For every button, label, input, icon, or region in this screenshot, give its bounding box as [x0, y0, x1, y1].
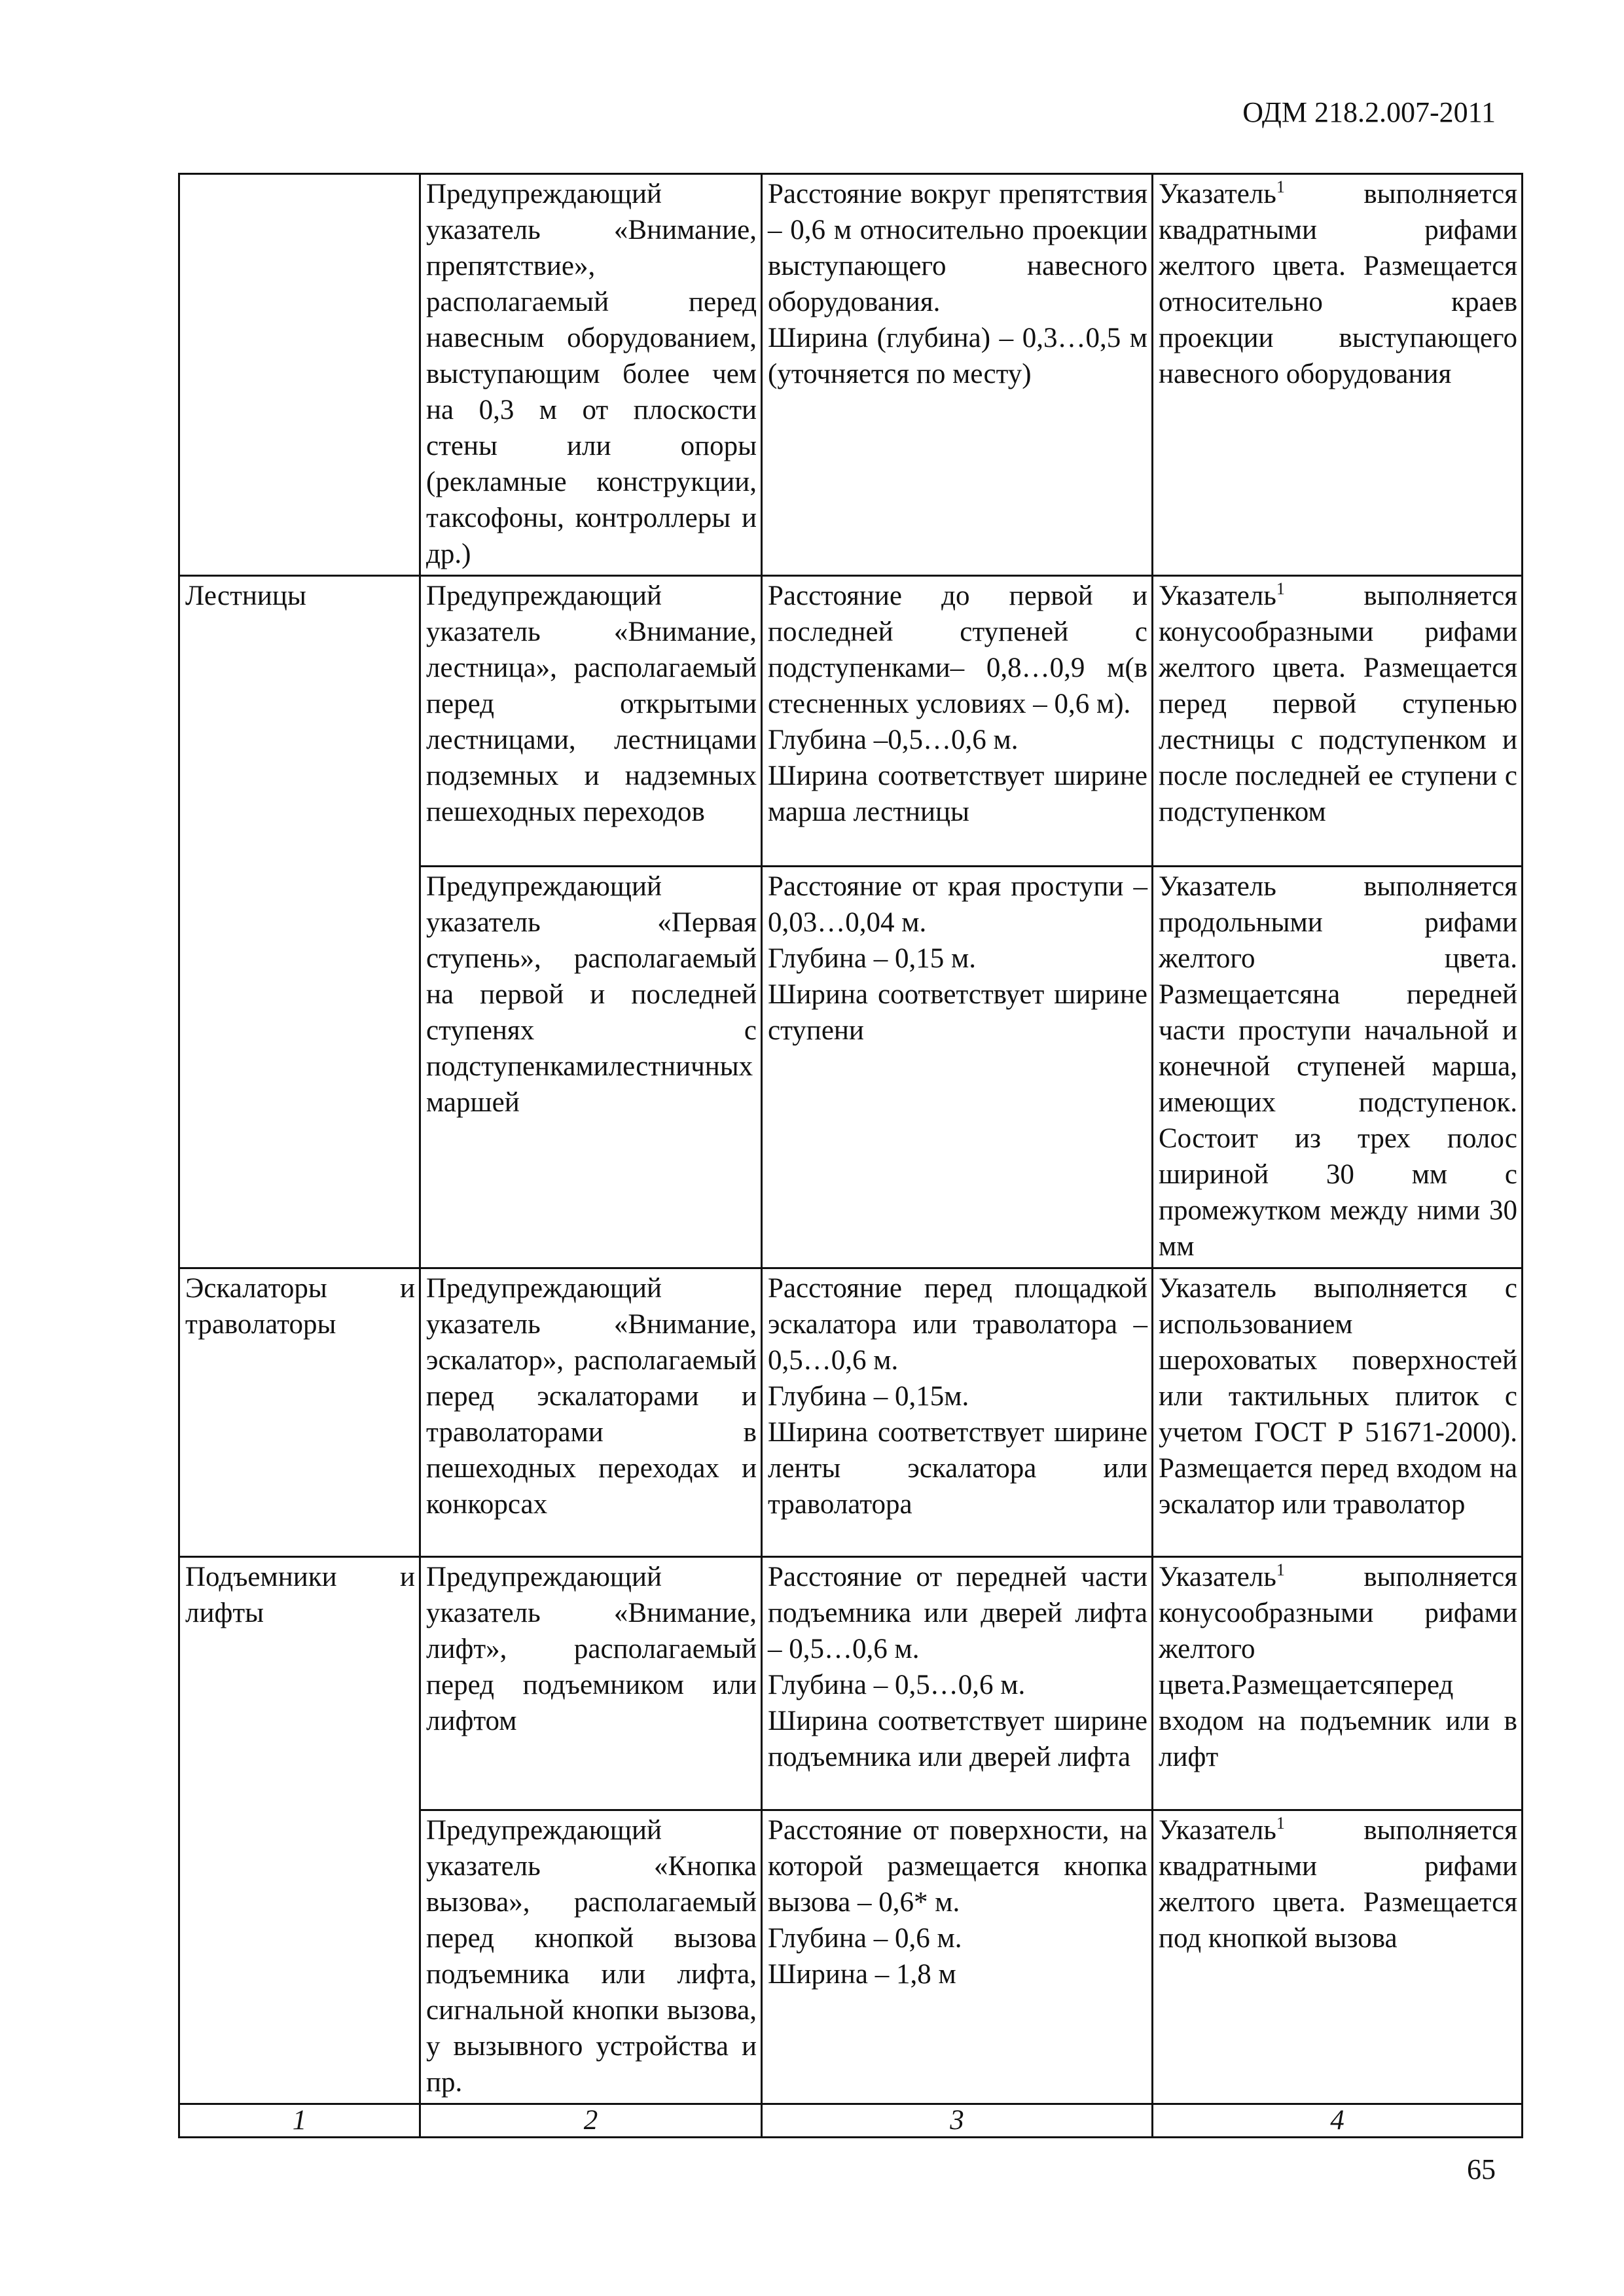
footnote-mark: 1	[1276, 177, 1285, 196]
object-cell: Подъемники и лифты	[179, 1557, 420, 2104]
param-line: Глубина – 0,5…0,6 м.	[768, 1670, 1026, 1700]
note-text: выполняется продольными рифами желтого цвета. Размещаетсяна передней части проступи начальной и конечной ступеней марша, имеющих подступенок. Состоит из трех полос шириной 30 мм с промежутком между ними 30 мм	[1159, 871, 1517, 1262]
column-number-row	[179, 2104, 1523, 2138]
params-cell	[762, 1268, 1153, 1557]
note-lead: Указатель	[1159, 871, 1276, 902]
note-cell	[1153, 174, 1523, 576]
param-line: Расстояние от края проступи – 0,03…0,04 м.	[768, 871, 1147, 938]
note-lead: Указатель	[1159, 581, 1276, 611]
param-line: Ширина соответствует ширине ступени	[768, 979, 1147, 1046]
note-lead: Указатель	[1159, 1273, 1276, 1304]
note-cell	[1153, 1557, 1523, 1810]
note-cell	[1153, 1268, 1523, 1557]
document-code: ОДМ 218.2.007-2011	[1242, 96, 1496, 128]
table-row	[179, 576, 1523, 867]
indicator-cell: Предупреждающий указатель «Кнопка вызова», располагаемый перед кнопкой вызова подъемника или лифта, сигнальной кнопки вызова, у вызывного устройства и пр.	[420, 1810, 762, 2104]
footnote-mark: 1	[1276, 579, 1285, 598]
note-text: выполняется конусообразными рифами желтого цвета.Размещаетсяперед входом на подъемник или в лифт	[1159, 1562, 1517, 1772]
note-lead: Указатель	[1159, 1562, 1276, 1592]
page-number: 65	[1467, 2153, 1496, 2185]
note-text: выполняется конусообразными рифами желтого цвета. Размещается перед первой ступенью лестницы с подступенком и после последней ее ступени с подступенком	[1159, 581, 1517, 827]
param-line: Расстояние от передней части подъемника или дверей лифта – 0,5…0,6 м.	[768, 1562, 1147, 1664]
indicator-cell: Предупреждающий указатель «Первая ступень», располагаемый на первой и последней ступенях с подступенкамилестничных маршей	[420, 867, 762, 1268]
param-line: Глубина – 0,15м.	[768, 1381, 969, 1412]
param-line: Расстояние до первой и последней ступеней с подступенками– 0,8…0,9 м(в стесненных условиях – 0,6 м).	[768, 581, 1147, 719]
footnote-mark: 1	[1276, 1814, 1285, 1833]
indicator-cell: Предупреждающий указатель «Внимание, эскалатор», располагаемый перед эскалаторами и траволаторами в пешеходных переходах и конкорсах	[420, 1268, 762, 1557]
note-text: выполняется квадратными рифами желтого цвета. Размещается под кнопкой вызова	[1159, 1815, 1517, 1954]
param-line: Расстояние от поверхности, на которой размещается кнопка вызова – 0,6* м.	[768, 1815, 1147, 1918]
param-line: Ширина соответствует ширине ленты эскалатора или траволатора	[768, 1417, 1147, 1520]
column-number: 3	[762, 2104, 1153, 2138]
note-cell	[1153, 867, 1523, 1268]
indicator-cell: Предупреждающий указатель «Внимание, препятствие», располагаемый перед навесным оборудованием, выступающим более чем на 0,3 м от плоскости стены или опоры (рекламные конструкции, таксофоны, контроллеры и др.)	[420, 174, 762, 576]
params-cell	[762, 1557, 1153, 1810]
param-line: Расстояние вокруг препятствия – 0,6 м относительно проекции выступающего навесного оборудования.	[768, 179, 1147, 317]
object-cell: Эскалаторы и траволаторы	[179, 1268, 420, 1557]
object-cell: Лестницы	[179, 576, 420, 1268]
note-lead: Указатель	[1159, 1815, 1276, 1846]
note-cell	[1153, 1810, 1523, 2104]
param-line: Ширина соответствует ширине марша лестницы	[768, 761, 1147, 827]
indicator-cell: Предупреждающий указатель «Внимание, лифт», располагаемый перед подъемником или лифтом	[420, 1557, 762, 1810]
indicator-cell: Предупреждающий указатель «Внимание, лестница», располагаемый перед открытыми лестницами, лестницами подземных и надземных пешеходных переходов	[420, 576, 762, 867]
column-number: 4	[1153, 2104, 1523, 2138]
column-number: 2	[420, 2104, 762, 2138]
params-cell	[762, 867, 1153, 1268]
params-cell	[762, 1810, 1153, 2104]
param-line: Глубина – 0,15 м.	[768, 943, 976, 974]
param-line: Глубина – 0,6 м.	[768, 1923, 962, 1954]
param-line: Расстояние перед площадкой эскалатора или траволатора – 0,5…0,6 м.	[768, 1273, 1147, 1376]
object-cell	[179, 174, 420, 576]
param-line: Ширина – 1,8 м	[768, 1959, 956, 1990]
param-line: Ширина соответствует ширине подъемника или дверей лифта	[768, 1706, 1147, 1772]
param-line: Ширина (глубина) – 0,3…0,5 м (уточняется по месту)	[768, 323, 1147, 389]
param-line: Глубина –0,5…0,6 м.	[768, 725, 1019, 755]
note-text: выполняется с использованием шероховатых поверхностей или тактильных плиток с учетом ГОСТ Р 51671-2000). Размещается перед входом на эскалатор или траволатор	[1159, 1273, 1517, 1520]
footnote-mark: 1	[1276, 1560, 1285, 1579]
params-cell	[762, 576, 1153, 867]
note-cell	[1153, 576, 1523, 867]
note-lead: Указатель	[1159, 179, 1276, 209]
table-row	[179, 1268, 1523, 1557]
params-cell	[762, 174, 1153, 576]
table-row	[179, 174, 1523, 576]
table-row	[179, 1557, 1523, 1810]
requirements-table	[178, 173, 1523, 2138]
column-number: 1	[179, 2104, 420, 2138]
note-text: выполняется квадратными рифами желтого цвета. Размещается относительно краев проекции выступающего навесного оборудования	[1159, 179, 1517, 389]
